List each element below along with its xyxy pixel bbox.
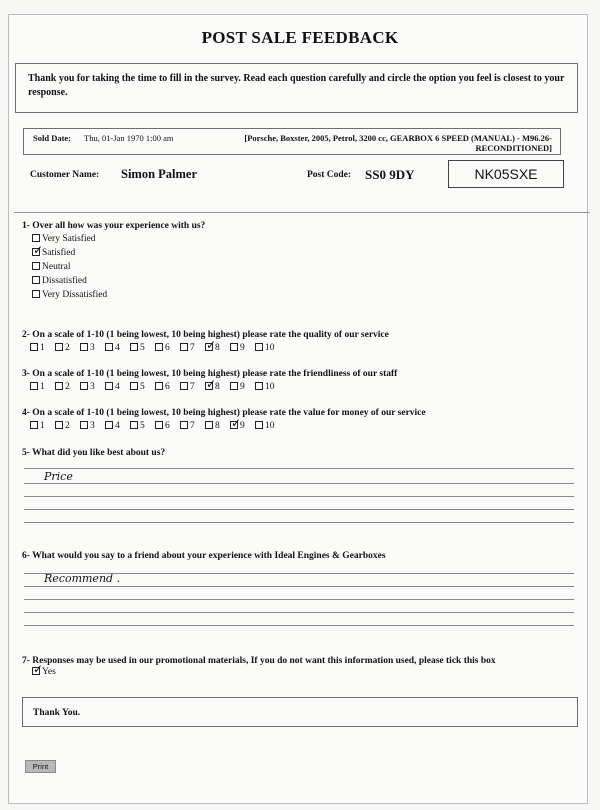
q1-option-label: Dissatisfied: [42, 276, 87, 286]
q4-rating-checkbox[interactable]: [55, 421, 63, 429]
q3-rating-option[interactable]: [230, 382, 255, 392]
q3-rating-label: 7: [190, 382, 195, 392]
q2-rating-checkbox[interactable]: [180, 343, 188, 351]
answer-line: [24, 586, 574, 587]
q4-rating-checkbox[interactable]: [80, 421, 88, 429]
answer-line: [24, 612, 574, 613]
q2-rating-label: 4: [115, 343, 120, 353]
answer-line: [24, 509, 574, 510]
customer-name-label: Customer Name:: [30, 170, 100, 180]
q4-rating-label: 3: [90, 421, 95, 431]
q3-rating-label: 4: [115, 382, 120, 392]
q4-rating-option[interactable]: [30, 421, 55, 431]
q4-rating-label: 7: [190, 421, 195, 431]
question-7: 7- Responses may be used in our promotional materials, If you do not want this information used, please tick this box: [22, 656, 496, 666]
answer-line: [24, 496, 574, 497]
sold-date-value: Thu, 01-Jan 1970 1:00 am: [84, 133, 174, 143]
q4-rating-checkbox[interactable]: [30, 421, 38, 429]
q2-rating-checkbox[interactable]: [30, 343, 38, 351]
q4-rating-option[interactable]: [255, 421, 280, 431]
question-6: 6- What would you say to a friend about your experience with Ideal Engines & Gearboxes: [22, 551, 386, 561]
q1-checkbox[interactable]: [32, 276, 40, 284]
q3-rating-option[interactable]: [130, 382, 155, 392]
q2-rating-checkbox[interactable]: [255, 343, 263, 351]
sold-date-label: Sold Date:: [33, 133, 72, 143]
intro-box: Thank you for taking the time to fill in the survey. Read each question carefully and circle the option you feel is closest to your response.: [15, 63, 578, 113]
answer-line: [24, 483, 574, 484]
q3-rating-checkbox[interactable]: [30, 382, 38, 390]
answer-line: [24, 599, 574, 600]
q4-rating-option[interactable]: [80, 421, 105, 431]
q1-option-label: Neutral: [42, 262, 71, 272]
q3-rating-checkbox[interactable]: [155, 382, 163, 390]
q2-rating-checkbox[interactable]: [55, 343, 63, 351]
consent-label: Yes: [42, 667, 56, 677]
q4-rating-label: 9: [240, 421, 245, 431]
q4-rating-label: 5: [140, 421, 145, 431]
q2-rating-option[interactable]: [105, 343, 130, 353]
registration-plate: NK05SXE: [448, 160, 564, 188]
q2-rating-option[interactable]: [255, 343, 280, 353]
q2-rating-label: 10: [265, 343, 275, 353]
thank-you-box: Thank You.: [22, 697, 578, 727]
q2-rating-label: 6: [165, 343, 170, 353]
customer-name-value: Simon Palmer: [121, 167, 198, 181]
q3-rating-option[interactable]: [30, 382, 55, 392]
q3-rating-label: 1: [40, 382, 45, 392]
q1-checkbox[interactable]: [32, 248, 40, 256]
q2-rating-option[interactable]: [130, 343, 155, 353]
q1-checkbox[interactable]: [32, 290, 40, 298]
question-5: 5- What did you like best about us?: [22, 448, 166, 458]
q3-rating-label: 5: [140, 382, 145, 392]
q3-rating-option[interactable]: [205, 382, 230, 392]
q2-rating-label: 3: [90, 343, 95, 353]
q2-rating-option[interactable]: [205, 343, 230, 353]
q4-rating-option[interactable]: [230, 421, 255, 431]
question-6-answer[interactable]: Recommend .: [44, 572, 121, 585]
q2-rating-option[interactable]: [230, 343, 255, 353]
q2-rating-label: 7: [190, 343, 195, 353]
q3-rating-checkbox[interactable]: [55, 382, 63, 390]
question-2-scale: [30, 343, 280, 353]
q3-rating-label: 9: [240, 382, 245, 392]
q4-rating-checkbox[interactable]: [130, 421, 138, 429]
q2-rating-option[interactable]: [30, 343, 55, 353]
q4-rating-label: 1: [40, 421, 45, 431]
q1-option-label: Very Satisfied: [42, 234, 96, 244]
page-title: POST SALE FEEDBACK: [201, 28, 399, 47]
q2-rating-label: 9: [240, 343, 245, 353]
q3-rating-checkbox[interactable]: [80, 382, 88, 390]
q1-checkbox[interactable]: [32, 262, 40, 270]
q3-rating-checkbox[interactable]: [105, 382, 113, 390]
q3-rating-option[interactable]: [155, 382, 180, 392]
q2-rating-checkbox[interactable]: [230, 343, 238, 351]
q1-checkbox[interactable]: [32, 234, 40, 242]
q4-rating-checkbox[interactable]: [205, 421, 213, 429]
q2-rating-checkbox[interactable]: [155, 343, 163, 351]
q3-rating-label: 10: [265, 382, 275, 392]
q1-option-label: Satisfied: [42, 248, 76, 258]
q1-option[interactable]: [32, 248, 75, 258]
sold-info-box: [23, 128, 561, 155]
q2-rating-option[interactable]: [155, 343, 180, 353]
question-4-scale: [30, 421, 280, 431]
q1-option-label: Very Dissatisfied: [42, 290, 108, 300]
q3-rating-label: 3: [90, 382, 95, 392]
q1-option[interactable]: [32, 262, 71, 272]
q4-rating-label: 6: [165, 421, 170, 431]
q4-rating-label: 4: [115, 421, 120, 431]
q2-rating-option[interactable]: [55, 343, 80, 353]
q2-rating-checkbox[interactable]: [130, 343, 138, 351]
question-5-answer[interactable]: Price: [44, 470, 73, 483]
q3-rating-checkbox[interactable]: [230, 382, 238, 390]
answer-line: [24, 468, 574, 469]
q4-rating-option[interactable]: [105, 421, 130, 431]
q4-rating-option[interactable]: [55, 421, 80, 431]
q1-option[interactable]: [32, 290, 107, 300]
question-3: 3- On a scale of 1-10 (1 being lowest, 10 being highest) please rate the friendliness of our staff: [22, 369, 398, 379]
q3-rating-checkbox[interactable]: [205, 382, 213, 390]
answer-line: [24, 573, 574, 574]
q2-rating-checkbox[interactable]: [80, 343, 88, 351]
q3-rating-label: 6: [165, 382, 170, 392]
vehicle-details: [Porsche, Boxster, 2005, Petrol, 3200 cc, GEARBOX 6 SPEED (MANUAL) - M96.26-RECONDITIONED]: [244, 133, 552, 153]
q2-rating-checkbox[interactable]: [205, 343, 213, 351]
q3-rating-option[interactable]: [80, 382, 105, 392]
q4-rating-checkbox[interactable]: [230, 421, 238, 429]
q2-rating-option[interactable]: [80, 343, 105, 353]
q4-rating-label: 8: [215, 421, 220, 431]
q2-rating-option[interactable]: [180, 343, 205, 353]
divider: [14, 212, 590, 213]
q4-rating-label: 2: [65, 421, 70, 431]
question-1: 1- Over all how was your experience with us?: [22, 221, 206, 231]
q4-rating-option[interactable]: [180, 421, 205, 431]
post-code-label: Post Code:: [307, 170, 352, 180]
q4-rating-option[interactable]: [205, 421, 230, 431]
q2-rating-label: 1: [40, 343, 45, 353]
q3-rating-option[interactable]: [105, 382, 130, 392]
q3-rating-checkbox[interactable]: [180, 382, 188, 390]
post-code-value: SS0 9DY: [365, 167, 415, 182]
q4-rating-checkbox[interactable]: [155, 421, 163, 429]
q2-rating-label: 8: [215, 343, 220, 353]
q2-rating-label: 2: [65, 343, 70, 353]
question-3-scale: [30, 382, 280, 392]
print-button[interactable]: Print: [25, 760, 56, 773]
q3-rating-option[interactable]: [255, 382, 280, 392]
question-4: 4- On a scale of 1-10 (1 being lowest, 10 being highest) please rate the value for money of our service: [22, 408, 426, 418]
q3-rating-checkbox[interactable]: [130, 382, 138, 390]
q2-rating-checkbox[interactable]: [105, 343, 113, 351]
question-2: 2- On a scale of 1-10 (1 being lowest, 10 being highest) please rate the quality of our service: [22, 330, 389, 340]
consent-option[interactable]: [32, 667, 56, 677]
q4-rating-checkbox[interactable]: [255, 421, 263, 429]
answer-line: [24, 625, 574, 626]
q4-rating-option[interactable]: [130, 421, 155, 431]
q1-option[interactable]: [32, 276, 87, 286]
q3-rating-option[interactable]: [180, 382, 205, 392]
consent-checkbox[interactable]: [32, 667, 40, 675]
q4-rating-checkbox[interactable]: [105, 421, 113, 429]
q2-rating-label: 5: [140, 343, 145, 353]
q4-rating-checkbox[interactable]: [180, 421, 188, 429]
q3-rating-checkbox[interactable]: [255, 382, 263, 390]
answer-line: [24, 522, 574, 523]
q3-rating-label: 8: [215, 382, 220, 392]
q4-rating-option[interactable]: [155, 421, 180, 431]
q3-rating-option[interactable]: [55, 382, 80, 392]
q3-rating-label: 2: [65, 382, 70, 392]
q4-rating-label: 10: [265, 421, 275, 431]
